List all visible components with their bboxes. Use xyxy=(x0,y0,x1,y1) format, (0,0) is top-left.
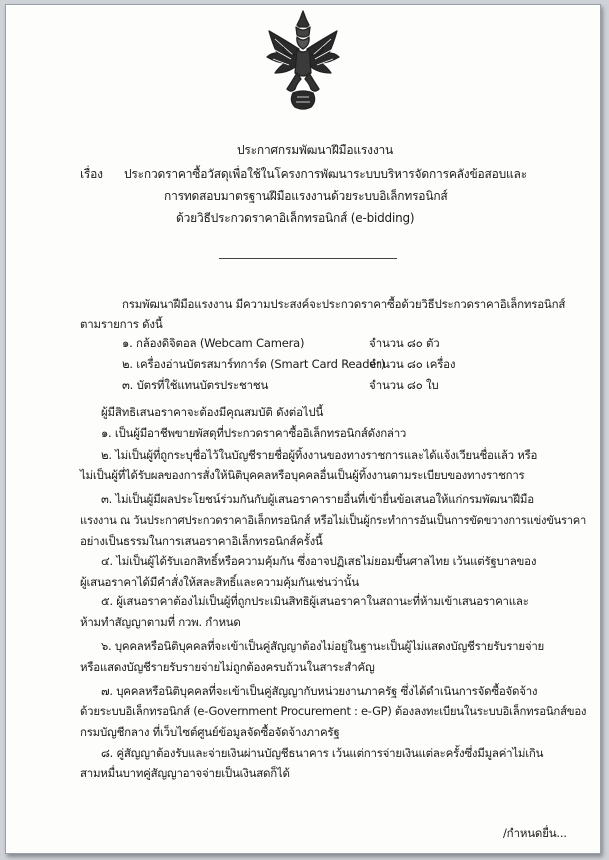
item-quantity: จำนวน ๘๐ ใบ xyxy=(369,378,439,392)
item-label: ๓. บัตรที่ใช้แทนบัตรประชาชน xyxy=(122,378,269,392)
garuda-emblem-icon xyxy=(263,9,343,113)
subject-label: เรื่อง xyxy=(80,167,103,181)
subject-line-1: ประกวดราคาซื้อวัสดุเพื่อใช้ในโครงการพัฒนาระบบบริหารจัดการคลังข้อสอบและ xyxy=(124,167,527,181)
qualification-line: ห้ามทำสัญญาตามที่ กวพ. กำหนด xyxy=(80,615,241,629)
qualification-line: หรือแสดงบัญชีรายรับรายจ่ายไม่ถูกต้องครบถ้วนในสาระสำคัญ xyxy=(80,660,375,674)
qualification-line: ๘. คู่สัญญาต้องรับและจ่ายเงินผ่านบัญชีธนาคาร เว้นแต่การจ่ายเงินแต่ละครั้งซึ่งมีมูลค่าไม่เกิน xyxy=(101,746,544,760)
qualification-line: ด้วยระบบอิเล็กทรอนิกส์ (e-Government Procurement : e-GP) ต้องลงทะเบียนในระบบอิเล็กทรอนิกส์ของ xyxy=(80,704,587,718)
item-label: ๒. เครื่องอ่านบัตรสมาร์ทการ์ด (Smart Card Reader) xyxy=(122,357,385,371)
qualification-line: อย่างเป็นธรรมในการเสนอราคาอิเล็กทรอนิกส์ครั้งนี้ xyxy=(80,534,323,548)
continuation-marker: /กำหนดยื่น... xyxy=(503,826,567,840)
qualification-line: ๕. ผู้เสนอราคาต้องไม่เป็นผู้ที่ถูกประเมินสิทธิผู้เสนอราคาในสถานะที่ห้ามเข้าเสนอราคาและ xyxy=(101,594,529,608)
intro-line-2: ตามรายการ ดังนี้ xyxy=(80,317,163,331)
qualification-line: ๑. เป็นผู้มีอาชีพขายพัสดุที่ประกวดราคาซื้ออิเล็กทรอนิกส์ดังกล่าว xyxy=(101,426,407,440)
subject-line-3: ด้วยวิธีประกวดราคาอิเล็กทรอนิกส์ (e-bidding) xyxy=(176,211,415,225)
qualification-line: กรมบัญชีกลาง ที่เว็บไซต์ศูนย์ข้อมูลจัดซื้อจัดจ้างภาครัฐ xyxy=(80,725,340,739)
qualification-line: ๔. ไม่เป็นผู้ได้รับเอกสิทธิ์หรือความคุ้มกัน ซึ่งอาจปฏิเสธไม่ยอมขึ้นศาลไทย เว้นแต่รัฐบาลของ xyxy=(101,554,537,568)
item-label: ๑. กล้องดิจิตอล (Webcam Camera) xyxy=(122,336,305,350)
item-quantity: จำนวน ๘๐ เครื่อง xyxy=(369,357,456,371)
item-quantity: จำนวน ๘๐ ตัว xyxy=(369,336,440,350)
qualification-line: ผู้เสนอราคาได้มีคำสั่งให้สละสิทธิ์และความคุ้มกันเช่นว่านั้น xyxy=(80,575,359,589)
qualification-line: แรงงาน ณ วันประกาศประกวดราคาอิเล็กทรอนิกส์ หรือไม่เป็นผู้กระทำการอันเป็นการขัดขวางการแข่งขันราคา xyxy=(80,513,587,527)
qualifications-heading: ผู้มีสิทธิเสนอราคาจะต้องมีคุณสมบัติ ดังต่อไปนี้ xyxy=(101,405,324,419)
qualification-line: ๗. บุคคลหรือนิติบุคคลที่จะเข้าเป็นคู่สัญญากับหน่วยงานภาครัฐ ซึ่งได้ดำเนินการจัดซื้อจัดจ้าง xyxy=(101,684,538,698)
qualification-line: ๒. ไม่เป็นผู้ที่ถูกระบุชื่อไว้ในบัญชีรายชื่อผู้ทิ้งงานของทางราชการและได้แจ้งเวียนชื่อแล้ว หรือ xyxy=(101,448,538,462)
document-page xyxy=(5,4,601,854)
qualification-line: ๓. ไม่เป็นผู้มีผลประโยชน์ร่วมกันกับผู้เสนอราคารายอื่นที่เข้ายื่นข้อเสนอให้แก่กรมพัฒนาฝีมือ xyxy=(101,492,534,506)
qualification-line: ๖. บุคคลหรือนิติบุคคลที่จะเข้าเป็นคู่สัญญาต้องไม่อยู่ในฐานะเป็นผู้ไม่แสดงบัญชีรายรับรายจ่าย xyxy=(101,639,545,653)
announcement-title: ประกาศกรมพัฒนาฝีมือแรงงาน xyxy=(237,143,394,157)
qualification-line: ไม่เป็นผู้ที่ได้รับผลของการสั่งให้นิติบุคคลหรือบุคคลอื่นเป็นผู้ทิ้งงานตามระเบียบของทางราชการ xyxy=(80,468,525,482)
qualification-line: สามหมื่นบาทคู่สัญญาอาจจ่ายเป็นเงินสดก็ได้ xyxy=(80,766,290,780)
intro-line-1: กรมพัฒนาฝีมือแรงงาน มีความประสงค์จะประกวดราคาซื้อด้วยวิธีประกวดราคาอิเล็กทรอนิกส์ xyxy=(122,297,566,311)
subject-line-2: การทดสอบมาตรฐานฝีมือแรงงานด้วยระบบอิเล็กทรอนิกส์ xyxy=(164,189,448,203)
divider-line xyxy=(219,258,397,259)
